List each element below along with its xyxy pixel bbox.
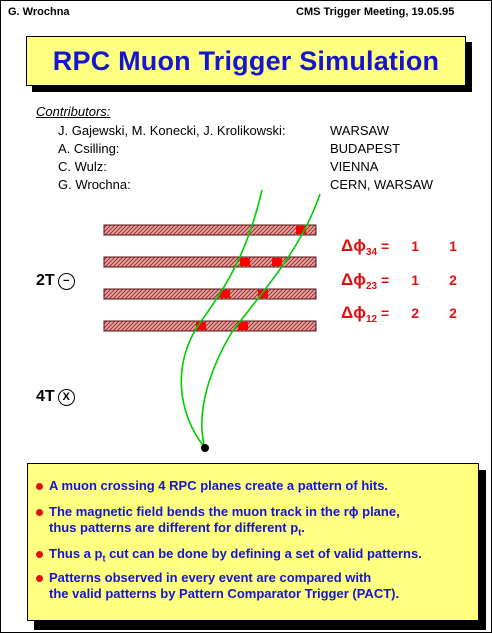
field-out-icon: −	[58, 273, 75, 290]
header-author: G. Wrochna	[8, 6, 70, 18]
bullet-dot-icon	[36, 483, 43, 490]
bullet-text-1: A muon crossing 4 RPC planes create a pattern of hits.	[49, 478, 389, 493]
bullet-2-line-1: The magnetic field bends the muon track in the rϕ plane,	[49, 504, 400, 519]
contributors-heading: Contributors:	[36, 104, 111, 119]
delta-phi-12	[341, 303, 457, 325]
bullet-item-1	[36, 478, 472, 494]
field-label-2t	[36, 272, 75, 290]
bullet-2-subscript: t	[298, 527, 302, 538]
field-label-4t	[36, 388, 75, 406]
contributor-names-2: A. Csilling:	[58, 141, 120, 156]
delta-phi-symbol: Δϕ	[341, 303, 366, 322]
field-in-icon: X	[58, 389, 75, 406]
delta-phi-23	[341, 270, 457, 292]
interaction-vertex	[201, 444, 209, 452]
delta-phi-eq: =	[380, 238, 390, 254]
bullet-item-3	[36, 546, 472, 567]
hit-plane-3-b	[240, 258, 250, 266]
delta-phi-index: 12	[365, 313, 378, 325]
hit-plane-3-a	[272, 258, 282, 266]
delta-phi-value-2: 1	[449, 238, 457, 254]
bullet-4-line-2: the valid patterns by Pattern Comparator Trigger (PACT).	[49, 586, 400, 601]
delta-phi-index: 23	[365, 280, 378, 292]
delta-phi-value-2: 2	[449, 272, 457, 288]
delta-phi-34	[341, 236, 457, 258]
bullet-text-4	[49, 570, 399, 602]
delta-phi-index: 34	[365, 246, 378, 258]
contributor-names-4: G. Wrochna:	[58, 177, 131, 192]
delta-phi-value-1: 2	[411, 305, 420, 321]
bullet-2-period: .	[301, 520, 305, 535]
delta-phi-eq: =	[380, 272, 390, 288]
bullet-2-line-2: thus patterns are different for different p	[49, 520, 299, 535]
bullet-item-2	[36, 504, 472, 541]
bullet-dot-icon	[36, 551, 43, 558]
contributor-names-1: J. Gajewski, M. Konecki, J. Krolikowski:	[58, 123, 286, 138]
delta-phi-value-1: 1	[411, 272, 420, 288]
bullet-dot-icon	[36, 509, 43, 516]
contributor-location-4: CERN, WARSAW	[330, 177, 434, 192]
bullet-3-part-b: cut can be done by defining a set of valid patterns.	[105, 546, 422, 561]
bullet-4-line-1: Patterns observed in every event are compared with	[49, 570, 372, 585]
delta-phi-value-1: 1	[411, 238, 420, 254]
delta-phi-value-2: 2	[449, 305, 457, 321]
contributor-location-3: VIENNA	[330, 159, 379, 174]
delta-phi-eq: =	[380, 305, 390, 321]
contributor-names-3: C. Wulz:	[58, 159, 107, 174]
contributor-location-1: WARSAW	[330, 123, 389, 138]
rpc-plane-4	[104, 225, 316, 235]
bullet-text-3	[49, 546, 422, 567]
bullet-text-2	[49, 504, 400, 541]
header-meeting: CMS Trigger Meeting, 19.05.95	[296, 6, 455, 18]
bullet-3-part-a: Thus a p	[49, 546, 103, 561]
bullet-3-subscript: t	[102, 553, 106, 564]
field-value-2t: 2T	[36, 272, 55, 289]
delta-phi-symbol: Δϕ	[341, 270, 366, 289]
field-value-4t: 4T	[36, 388, 55, 405]
bullet-item-4	[36, 570, 472, 602]
delta-phi-symbol: Δϕ	[341, 236, 366, 255]
bullet-dot-icon	[36, 575, 43, 582]
slide-title: RPC Muon Trigger Simulation	[52, 45, 440, 76]
rpc-plane-1	[104, 321, 316, 331]
contributor-location-2: BUDAPEST	[330, 141, 401, 156]
rpc-plane-2	[104, 289, 316, 299]
summary-box	[27, 463, 479, 621]
